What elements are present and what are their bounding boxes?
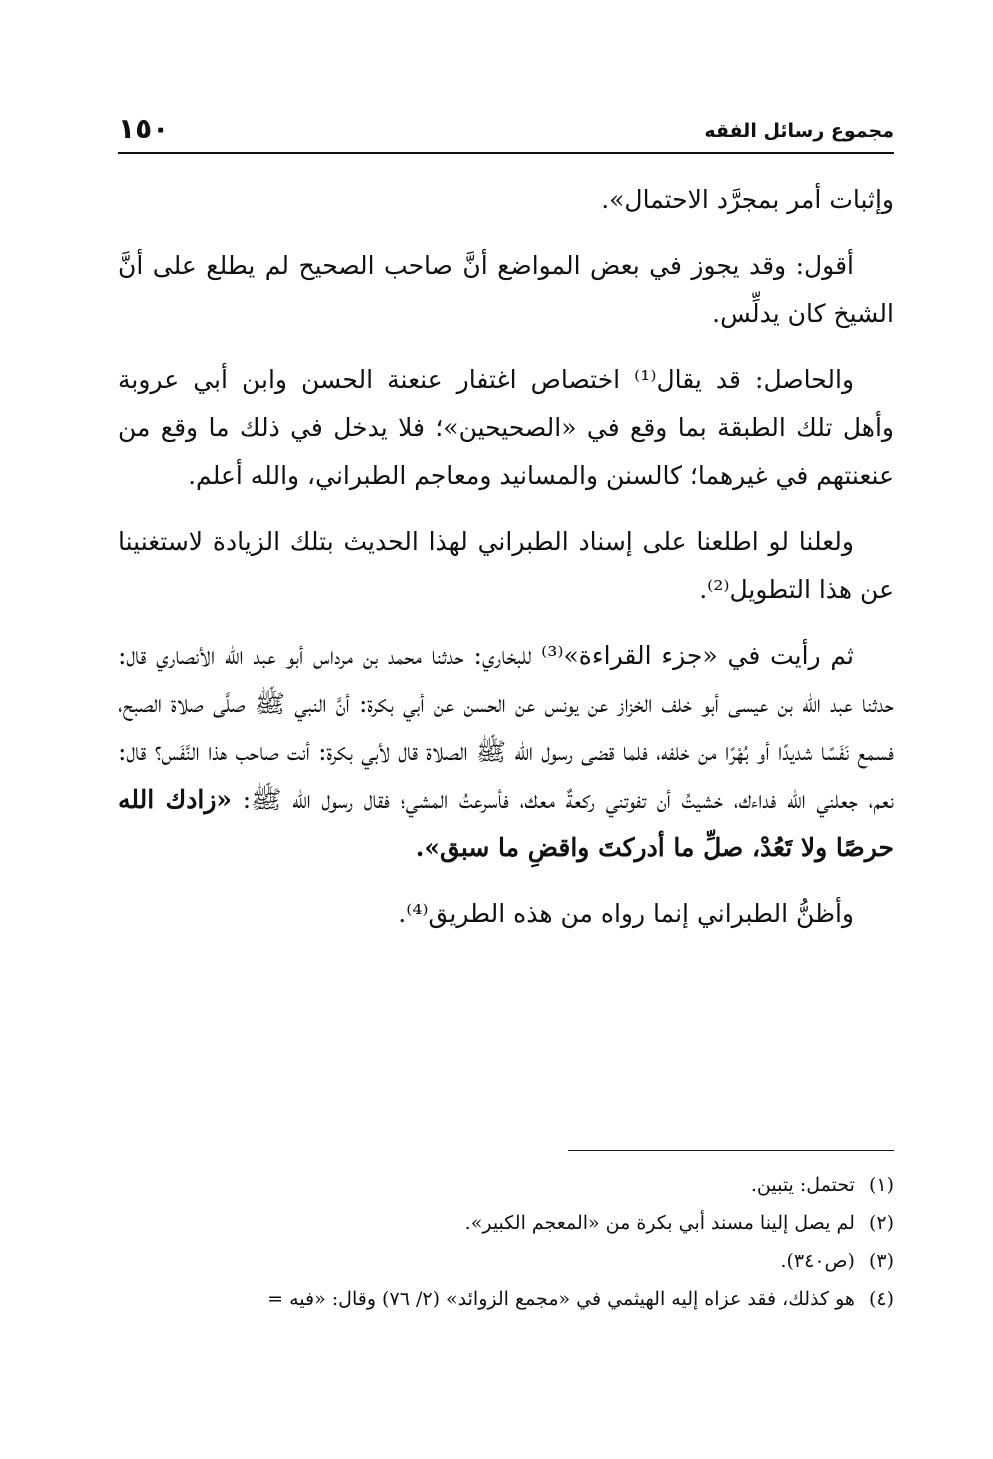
footnote-number: (١) xyxy=(868,1174,894,1196)
paragraph-with-hadith xyxy=(118,632,894,872)
footnotes xyxy=(90,1166,894,1318)
hadith-quote: «زادك الله حرصًا ولا تَعُدْ، صلِّ ما أدركتَ واقضِ ما سبق». xyxy=(118,785,894,862)
footnote-number: (٣) xyxy=(868,1250,894,1272)
footnote-text: لم يصل إلينا مسند أبي بكرة من «المعجم الكبير». xyxy=(464,1212,855,1234)
footnote xyxy=(90,1242,894,1280)
footnote-number: (٤) xyxy=(868,1288,894,1310)
main-text xyxy=(118,176,894,956)
paragraph: وإثبات أمر بمجرَّد الاحتمال». xyxy=(601,185,894,214)
paragraph: والحاصل: قد يقال⁽¹⁾ اختصاص اغتفار عنعنة الحسن وابن أبي عروبة وأهل تلك الطبقة بما وقع في «الصحيحين»؛ فلا يدخل في ذلك ما وقع من عنعنتهم في غيرهما؛ كالسنن والمسانيد ومعاجم الطبراني، والله أعلم. xyxy=(118,365,894,490)
footnote xyxy=(90,1280,894,1318)
paragraph: أقول: وقد يجوز في بعض المواضع أنَّ صاحب الصحيح لم يطلع على أنَّ الشيخ كان يدلِّس. xyxy=(118,251,894,328)
footnote-text: (ص٣٤٠). xyxy=(780,1250,855,1272)
footnote xyxy=(90,1166,894,1204)
footnote-text: تحتمل: يتبين. xyxy=(750,1174,855,1196)
page-header xyxy=(118,112,894,154)
page-number: ١٥٠ xyxy=(118,112,170,145)
running-title: مجموع رسائل الفقه xyxy=(704,120,894,142)
paragraph: ولعلنا لو اطلعنا على إسناد الطبراني لهذا الحديث بتلك الزيادة لاستغنينا عن هذا التطويل⁽²⁾. xyxy=(118,527,894,604)
paragraph-text: ثم رأيت في «جزء القراءة»⁽³⁾ للبخاري: حدثنا محمد بن مرداس أبو عبد الله الأنصاري قال: حدثنا عبد الله بن عيسى أبو خلف الخزاز عن يونس عن الحسن عن أبي بكرة: أنَّ النبي ﷺ صلَّى صلاة الصبح، فسمع نَفَسًا شديدًا أو بُهْرًا من خلفه، فلما قضى رسول الله ﷺ الصلاة قال لأبي بكرة: أنت صاحب هذا النَّفَس؟ قال: نعم، جعلني الله فداءك، خشيتُ أن تفوتني ركعةٌ معك، فأسرعتُ المشي؛ فقال رسول الله ﷺ: xyxy=(118,641,894,814)
footnote-text: هو كذلك، فقد عزاه إليه الهيثمي في «مجمع الزوائد» (٢/ ٧٦) وقال: «فيه = xyxy=(267,1288,855,1310)
paragraph: وأظنُّ الطبراني إنما رواه من هذه الطريق⁽⁴⁾. xyxy=(398,899,854,928)
footnote xyxy=(90,1204,894,1242)
footnote-divider xyxy=(568,1150,894,1151)
footnote-number: (٢) xyxy=(868,1212,894,1234)
